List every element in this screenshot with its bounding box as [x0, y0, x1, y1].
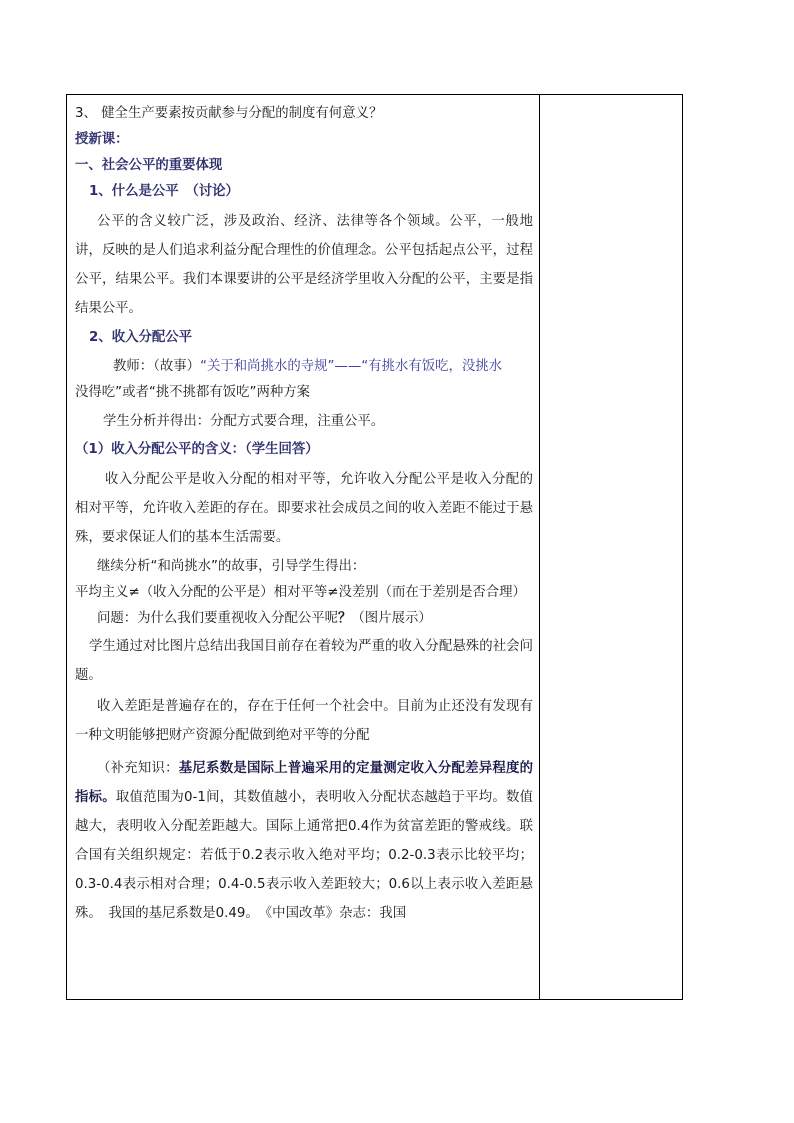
income-gap-paragraph: 收入差距是普遍存在的，存在于任何一个社会中。目前为止还没有发现有一种文明能够把财产资源分配做到绝对平等的分配	[75, 699, 533, 743]
teacher-story-line	[75, 354, 533, 380]
section-1-2-heading: 2、收入分配公平	[89, 330, 193, 345]
supplement-prefix: （补充知识：	[97, 761, 179, 776]
gini-supplement-paragraph	[75, 754, 533, 928]
story-title: “关于和尚挑水的寺规”——“有挑水有饭吃，没挑水	[200, 359, 503, 374]
picture-note: （图片展示）	[351, 611, 432, 626]
teacher-label: 教师：（故事）	[113, 359, 201, 374]
student-summary-paragraph: 学生通过对比图片总结出我国目前存在着较为严重的收入分配悬殊的社会问题。	[75, 639, 533, 683]
fairness-definition-paragraph: 公平的含义较广泛，涉及政治、经济、法律等各个领域。公平，一般地讲，反映的是人们追求利益分配合理性的价值理念。公平包括起点公平，过程公平，结果公平。我们本课要讲的公平是经济学里收入分配的公平，主要是指结果公平。	[75, 214, 533, 316]
new-lesson-heading: 授新课：	[75, 132, 129, 147]
question-mark: ？	[338, 611, 352, 626]
gini-details: 取值范围为0-1间，其数值越小，表明收入分配状态越趋于平均。数值越大，表明收入分配差距越大。国际上通常把0.4作为贫富差距的警戒线。联合国有关组织规定：若低于0.2表示收入绝对平均；0.2-0.3表示比较平均；0.3-0.4表示相对合理；0.4-0.5表示收入差距较大；0.6以上表示收入差距悬殊。 我国的基尼系数是0.49。 《中国改革》杂志：我国	[75, 790, 533, 921]
continue-analysis: 继续分析“和尚挑水”的故事，引导学生得出：	[97, 559, 366, 574]
student-analysis: 学生分析并得出：分配方式要合理，注重公平。	[103, 414, 385, 429]
subsection-1-heading: （1）收入分配公平的含义：（学生回答）	[75, 442, 319, 457]
question-line	[75, 606, 533, 632]
lesson-content-cell	[75, 101, 533, 928]
question-3: 3、 健全生产要素按贡献参与分配的制度有何意义？	[75, 106, 383, 121]
income-fairness-paragraph: 收入分配公平是收入分配的相对平等，允许收入分配公平是收入分配的相对平等，允许收入差距的存在。即要求社会成员之间的收入差距不能过于悬殊，要求保证人们的基本生活需要。	[75, 472, 533, 545]
lesson-table	[66, 94, 683, 1000]
equality-statement: 平均主义≠（收入分配的公平是）相对平等≠没差别（而在于差别是否合理）	[75, 585, 526, 600]
question-text: 问题：为什么我们要重视收入分配公平呢	[97, 611, 339, 626]
section-1-heading: 一、社会公平的重要体现	[75, 158, 223, 173]
teacher-story-continued: 没得吃”或者“挑不挑都有饭吃”两种方案	[75, 385, 311, 400]
section-1-1-heading: 1、什么是公平 （讨论）	[89, 184, 239, 199]
gini-definition: 基尼系数是国际上普遍采用的定量测定收入分配差异程度的指标。	[75, 761, 533, 805]
column-divider	[539, 95, 540, 999]
